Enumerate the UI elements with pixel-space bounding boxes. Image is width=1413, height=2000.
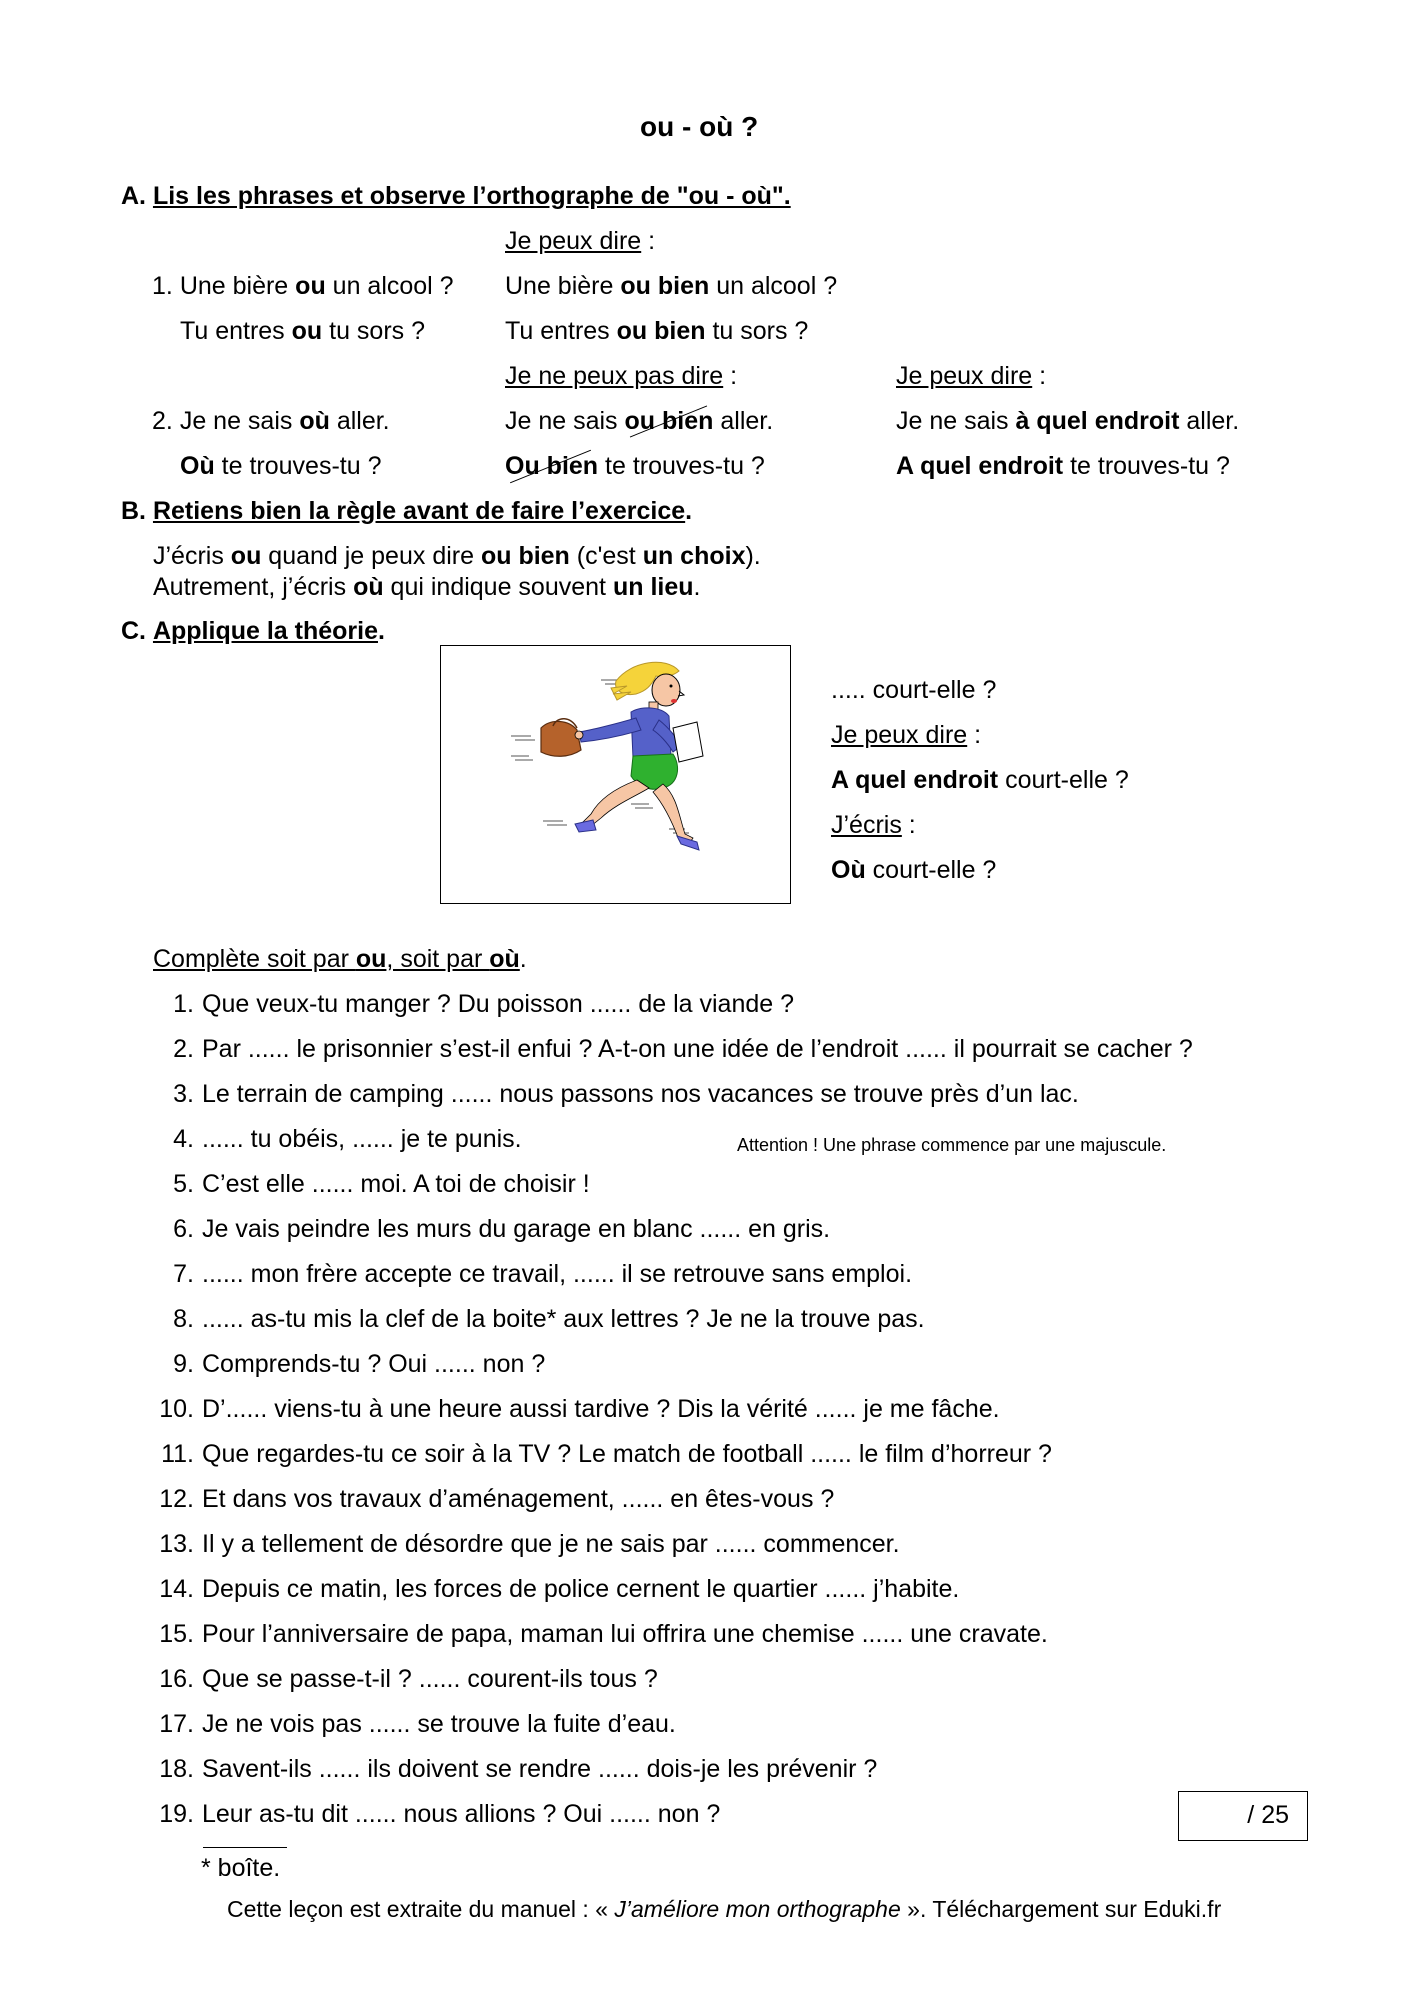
exercise-item (148, 1214, 830, 1244)
text: Cette leçon est extraite du manuel : « (227, 1896, 615, 1922)
footnote-divider (203, 1847, 287, 1848)
bold-text: où (489, 945, 520, 973)
label-text: Je peux dire (505, 227, 642, 255)
running-woman-illustration (440, 645, 791, 904)
item-number: 5. (173, 1170, 194, 1198)
text: un alcool ? (325, 272, 454, 300)
capital-letter-note: Attention ! Une phrase commence par une majuscule. (737, 1135, 1167, 1155)
example-4-left (180, 451, 381, 481)
text: te trouves-tu ? (214, 452, 382, 480)
side-line-5 (831, 855, 996, 885)
section-a-heading (121, 181, 791, 211)
text: . (693, 573, 701, 601)
text: tu sors ? (322, 317, 425, 345)
item-text: Leur as-tu dit ...... nous allions ? Oui ...... non ? (202, 1800, 721, 1828)
bold-text: Ou (505, 452, 547, 480)
bold-text: ou bien (620, 272, 710, 300)
page-title: ou - où ? (640, 111, 759, 142)
footnote: * boîte. (201, 1854, 281, 1882)
item-number: 1. (152, 272, 173, 300)
exercise-item (148, 1034, 1193, 1064)
exercise-item (148, 1709, 676, 1739)
item-text: ...... tu obéis, ...... je te punis. (202, 1125, 522, 1153)
bold-text: où (353, 573, 384, 601)
item-number: 18. (159, 1755, 194, 1783)
text: tu sors ? (705, 317, 809, 345)
example-3-middle (505, 406, 773, 436)
item-number: 2. (152, 407, 173, 435)
book-title: J’améliore mon orthographe (614, 1896, 901, 1922)
bold-text: ou bien (480, 542, 570, 570)
exercise-item (148, 1169, 590, 1199)
item-text: Je ne vois pas ...... se trouve la fuite d’eau. (202, 1710, 676, 1738)
item-number: 14. (159, 1575, 194, 1603)
exercise-item (148, 1439, 1052, 1469)
text: qui indique souvent (383, 573, 613, 601)
rule-line-1 (153, 541, 761, 571)
exercise-item (148, 1799, 720, 1829)
text: court-elle ? (865, 856, 997, 884)
text: Une bière (179, 272, 296, 300)
bold-text: ou (624, 407, 663, 435)
bold-text: bien (662, 407, 714, 435)
section-letter: B. (121, 497, 146, 525)
label-je-peux-dire (505, 226, 655, 256)
item-number: 7. (173, 1260, 194, 1288)
text: te trouves-tu ? (598, 452, 765, 480)
label-text: Je peux dire (896, 362, 1033, 390)
text: Autrement, j’écris (153, 573, 354, 601)
item-number: 10. (159, 1395, 194, 1423)
item-text: Et dans vos travaux d’aménagement, ...... en êtes-vous ? (202, 1485, 835, 1513)
item-text: Par ...... le prisonnier s’est-il enfui ? A-t-on une idée de l’endroit ...... il pourrait se cacher ? (202, 1035, 1193, 1063)
exercise-item (148, 989, 794, 1019)
exercise-item (148, 1349, 545, 1379)
label-text: J’écris (831, 811, 902, 839)
bold-text: ou (291, 317, 323, 345)
item-text: Savent-ils ...... ils doivent se rendre ...... dois-je les prévenir ? (202, 1755, 878, 1783)
text: . (519, 945, 527, 973)
bold-text: A quel endroit (831, 766, 999, 794)
bold-text: A quel endroit (896, 452, 1064, 480)
score-total: / 25 (1247, 1801, 1289, 1829)
item-number: 13. (159, 1530, 194, 1558)
side-line-3 (831, 765, 1129, 795)
item-text: Le terrain de camping ...... nous passons nos vacances se trouve près d’un lac. (202, 1080, 1079, 1108)
instruction-underlined (153, 945, 520, 973)
item-text: Que veux-tu manger ? Du poisson ...... de la viande ? (202, 990, 795, 1018)
exercise-item (148, 1484, 834, 1514)
item-text: C’est elle ...... moi. A toi de choisir ! (202, 1170, 590, 1198)
colon: : (901, 811, 916, 839)
item-text: Que se passe-t-il ? ...... courent-ils tous ? (202, 1665, 658, 1693)
label-text: Je peux dire (831, 721, 968, 749)
example-2-left (180, 316, 425, 346)
bold-text: un choix (642, 542, 746, 570)
dot: . (685, 497, 693, 525)
bold-text: ou (230, 542, 262, 570)
rule-line-2 (153, 572, 700, 602)
item-text: ...... mon frère accepte ce travail, ...... il se retrouve sans emploi. (202, 1260, 913, 1288)
text: te trouves-tu ? (1063, 452, 1230, 480)
exercise-item (148, 1304, 925, 1334)
item-number: 6. (173, 1215, 194, 1243)
exercise-item (148, 1394, 1000, 1424)
bold-text: à quel endroit (1015, 407, 1180, 435)
bold-text: ou bien (616, 317, 706, 345)
exercise-item (148, 1619, 1048, 1649)
section-title: Retiens bien la règle avant de faire l’exercice (152, 497, 686, 525)
item-number: 3. (173, 1080, 194, 1108)
score-box (1178, 1791, 1308, 1841)
side-line-4 (831, 810, 916, 840)
text: aller. (1179, 407, 1240, 435)
example-1-right (505, 271, 837, 301)
section-title: Lis les phrases et observe l’orthographe de "ou - où". (152, 182, 791, 210)
text: Tu entres (505, 317, 617, 345)
dot: . (377, 617, 385, 645)
exercise-item (148, 1754, 877, 1784)
text: Je ne sais (179, 407, 300, 435)
example-4-middle (505, 451, 765, 481)
item-number: 9. (173, 1350, 194, 1378)
text: Je ne sais (505, 407, 625, 435)
exercise-item (148, 1124, 522, 1154)
text: ». Téléchargement sur Eduki.fr (900, 1896, 1222, 1922)
example-2-right (505, 316, 808, 346)
text: ). (745, 542, 761, 570)
example-4-right (896, 451, 1230, 481)
exercise-item (148, 1664, 658, 1694)
struck-ou-bien (505, 452, 598, 480)
side-line-2 (831, 720, 981, 750)
exercise-instruction (153, 944, 527, 974)
text: Tu entres (180, 317, 292, 345)
bold-text: Où (180, 452, 215, 480)
text: un alcool ? (709, 272, 838, 300)
item-number: 2. (173, 1035, 194, 1063)
text: (c'est (569, 542, 643, 570)
example-3-left (152, 406, 390, 436)
text: J’écris (153, 542, 231, 570)
section-letter: C. (121, 617, 146, 645)
example-3-right (896, 406, 1239, 436)
label-text: Je ne peux pas dire (505, 362, 724, 390)
item-number: 11. (161, 1440, 194, 1468)
item-number: 12. (159, 1485, 194, 1513)
text: , soit par (386, 945, 490, 973)
item-number: 17. (159, 1710, 194, 1738)
section-title: Applique la théorie (152, 617, 378, 645)
colon: : (648, 227, 656, 255)
bold-text: ou (355, 945, 387, 973)
text: Une bière (505, 272, 621, 300)
text: quand je peux dire (261, 542, 481, 570)
item-text: Pour l’anniversaire de papa, maman lui offrira une chemise ...... une cravate. (202, 1620, 1048, 1648)
bold-text: ou (295, 272, 326, 300)
footer-credit (227, 1894, 1221, 1924)
section-letter: A. (121, 182, 146, 210)
item-number: 8. (173, 1305, 194, 1333)
item-text: Comprends-tu ? Oui ...... non ? (202, 1350, 546, 1378)
running-woman-drawing (441, 646, 790, 903)
bold-text: Où (831, 856, 866, 884)
struck-ou-bien (625, 407, 714, 435)
text: Complète soit par (153, 945, 356, 973)
item-text: Il y a tellement de désordre que je ne sais par ...... commencer. (202, 1530, 900, 1558)
text: aller. (329, 407, 390, 435)
text: court-elle ? (998, 766, 1129, 794)
item-text: Je vais peindre les murs du garage en blanc ...... en gris. (202, 1215, 831, 1243)
exercise-item (148, 1079, 1079, 1109)
exercise-item (148, 1259, 912, 1289)
exercise-item (148, 1529, 900, 1559)
side-line-1: ..... court-elle ? (831, 676, 997, 704)
colon: : (730, 362, 738, 390)
colon: : (1039, 362, 1047, 390)
bold-text: bien (546, 452, 599, 480)
bold-text: où (299, 407, 330, 435)
label-je-peux-dire-2 (896, 361, 1046, 391)
item-number: 4. (173, 1125, 194, 1153)
example-1-left (152, 271, 454, 301)
item-number: 16. (159, 1665, 194, 1693)
section-c-heading (121, 616, 385, 646)
label-je-ne-peux-pas-dire (505, 361, 737, 391)
item-number: 19. (159, 1800, 194, 1828)
item-number: 1. (173, 990, 194, 1018)
colon: : (967, 721, 982, 749)
bold-text: un lieu (612, 573, 694, 601)
exercise-item (148, 1574, 959, 1604)
item-number: 15. (159, 1620, 194, 1648)
text: aller. (713, 407, 774, 435)
item-text: Depuis ce matin, les forces de police cernent le quartier ...... j’habite. (202, 1575, 960, 1603)
section-b-heading (121, 496, 692, 526)
item-text: D’...... viens-tu à une heure aussi tardive ? Dis la vérité ...... je me fâche. (202, 1395, 1000, 1423)
item-text: Que regardes-tu ce soir à la TV ? Le match de football ...... le film d’horreur ? (202, 1440, 1052, 1468)
item-text: ...... as-tu mis la clef de la boite* aux lettres ? Je ne la trouve pas. (202, 1305, 925, 1333)
text: Je ne sais (896, 407, 1016, 435)
